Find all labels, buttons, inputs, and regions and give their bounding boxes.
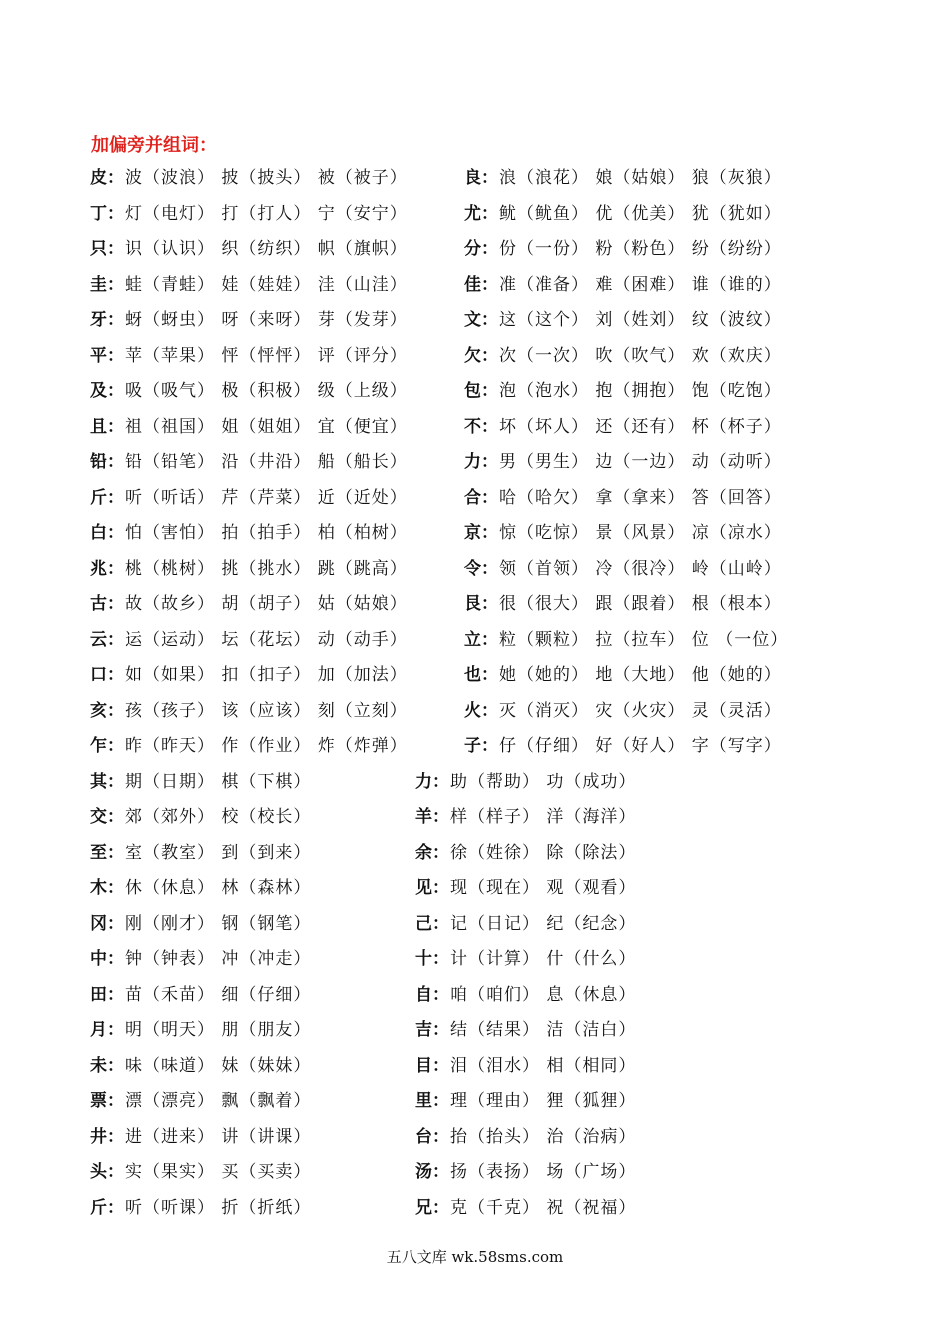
radical: 口 xyxy=(90,665,107,685)
radical: 欠 xyxy=(464,345,481,366)
radical: 圭 xyxy=(90,274,107,295)
radical: 及 xyxy=(90,381,107,401)
word-group: 室（教室） 到（到来） xyxy=(125,842,312,863)
word-group: 苗（禾苗） 细（仔细） xyxy=(125,984,312,1005)
list-row xyxy=(0,698,950,724)
list-row xyxy=(0,201,950,227)
colon-separator: ： xyxy=(107,345,124,366)
colon-separator: ： xyxy=(107,1126,124,1147)
word-group: 故（故乡） 胡（胡子） 姑（姑娘） xyxy=(125,594,408,614)
radical: 良 xyxy=(464,168,481,188)
list-item xyxy=(415,875,636,901)
radical: 己 xyxy=(415,913,432,934)
radical: 田 xyxy=(90,984,107,1005)
colon-separator: ： xyxy=(107,594,124,614)
radical: 汤 xyxy=(415,1162,432,1182)
radical: 中 xyxy=(90,949,107,969)
list-row xyxy=(0,1124,950,1150)
list-item xyxy=(464,698,782,724)
radical: 乍 xyxy=(90,736,107,756)
radical: 十 xyxy=(415,949,432,969)
colon-separator: ： xyxy=(107,381,124,401)
radical: 亥 xyxy=(90,700,107,721)
radical: 平 xyxy=(90,345,107,366)
radical: 余 xyxy=(415,842,432,863)
list-row xyxy=(0,662,950,688)
radical: 交 xyxy=(90,807,107,827)
colon-separator: ： xyxy=(481,381,498,401)
word-group: 助（帮助） 功（成功） xyxy=(450,771,637,792)
colon-separator: ： xyxy=(481,594,498,614)
list-item xyxy=(90,875,311,901)
word-group: 抬（抬头） 治（治病） xyxy=(450,1126,637,1147)
list-row xyxy=(0,733,950,759)
colon-separator: ： xyxy=(107,1091,124,1111)
list-item xyxy=(415,804,636,830)
list-item xyxy=(90,662,408,688)
list-row xyxy=(0,1088,950,1114)
radical: 头 xyxy=(90,1162,107,1182)
colon-separator: ： xyxy=(107,984,124,1005)
colon-separator: ： xyxy=(432,842,449,863)
word-group: 桃（桃树） 挑（挑水） 跳（跳高） xyxy=(125,558,408,579)
list-item xyxy=(464,165,782,191)
list-item xyxy=(464,556,782,582)
colon-separator: ： xyxy=(481,487,498,508)
list-row xyxy=(0,840,950,866)
word-group: 听（听课） 折（折纸） xyxy=(125,1197,312,1218)
list-item xyxy=(90,236,408,262)
radical: 只 xyxy=(90,239,107,259)
list-item xyxy=(90,804,311,830)
radical: 牙 xyxy=(90,310,107,330)
list-row xyxy=(0,591,950,617)
colon-separator: ： xyxy=(432,1055,449,1076)
list-item xyxy=(90,556,408,582)
list-item xyxy=(90,1053,311,1079)
word-group: 次（一次） 吹（吹气） 欢（欢庆） xyxy=(499,345,782,366)
list-item xyxy=(90,733,408,759)
colon-separator: ： xyxy=(107,274,124,295)
list-item xyxy=(415,840,636,866)
list-item xyxy=(90,911,311,937)
radical: 铅 xyxy=(90,452,107,472)
colon-separator: ： xyxy=(107,665,124,685)
word-group: 钟（钟表） 冲（冲走） xyxy=(125,949,312,969)
word-group: 铅（铅笔） 沿（井沿） 船（船长） xyxy=(125,452,408,472)
list-row xyxy=(0,1159,950,1185)
list-item xyxy=(90,627,408,653)
radical: 京 xyxy=(464,523,481,543)
radical: 也 xyxy=(464,665,481,685)
radical: 不 xyxy=(464,416,481,437)
word-group: 期（日期） 棋（下棋） xyxy=(125,771,312,792)
radical: 火 xyxy=(464,700,481,721)
list-item xyxy=(464,236,782,262)
radical: 台 xyxy=(415,1126,432,1147)
list-item xyxy=(90,982,311,1008)
radical: 合 xyxy=(464,487,481,508)
radical: 云 xyxy=(90,629,107,650)
list-item xyxy=(415,1088,636,1114)
colon-separator: ： xyxy=(107,736,124,756)
list-item xyxy=(415,982,636,1008)
colon-separator: ： xyxy=(107,416,124,437)
list-row xyxy=(0,414,950,440)
colon-separator: ： xyxy=(107,1197,124,1218)
word-group: 休（休息） 林（森林） xyxy=(125,878,312,898)
list-row xyxy=(0,1017,950,1043)
word-group: 克（千克） 祝（祝福） xyxy=(450,1197,637,1218)
word-group: 咱（咱们） 息（休息） xyxy=(450,984,637,1005)
word-group: 计（计算） 什（什么） xyxy=(450,949,637,969)
page-title: 加偏旁并组词： xyxy=(91,135,217,156)
list-row xyxy=(0,556,950,582)
word-group: 祖（祖国） 姐（姐姐） 宜（便宜） xyxy=(125,416,408,437)
radical: 力 xyxy=(464,452,481,472)
word-group: 粒（颗粒） 拉（拉车） 位 （一位） xyxy=(499,629,789,650)
radical: 力 xyxy=(415,771,432,792)
list-item xyxy=(90,272,408,298)
radical: 冈 xyxy=(90,913,107,934)
radical: 里 xyxy=(415,1091,432,1111)
radical: 白 xyxy=(90,523,107,543)
colon-separator: ： xyxy=(481,310,498,330)
radical: 自 xyxy=(415,984,432,1005)
list-row xyxy=(0,236,950,262)
list-row xyxy=(0,875,950,901)
word-group: 准（准备） 难（困难） 谁（谁的） xyxy=(499,274,782,295)
radical: 未 xyxy=(90,1055,107,1076)
list-item xyxy=(90,698,408,724)
colon-separator: ： xyxy=(481,203,498,224)
word-group: 灯（电灯） 打（打人） 宁（安宁） xyxy=(125,203,408,224)
list-item xyxy=(464,733,782,759)
colon-separator: ： xyxy=(432,878,449,898)
list-row xyxy=(0,449,950,475)
colon-separator: ： xyxy=(432,771,449,792)
list-item xyxy=(415,911,636,937)
colon-separator: ： xyxy=(432,984,449,1005)
list-item xyxy=(90,769,311,795)
word-group: 泡（泡水） 抱（拥抱） 饱（吃饱） xyxy=(499,381,782,401)
word-group: 浪（浪花） 娘（姑娘） 狼（灰狼） xyxy=(499,168,782,188)
colon-separator: ： xyxy=(432,1091,449,1111)
word-group: 份（一份） 粉（粉色） 纷（纷纷） xyxy=(499,239,782,259)
radical: 至 xyxy=(90,842,107,863)
radical: 吉 xyxy=(415,1020,432,1040)
word-group: 惊（吃惊） 景（风景） 凉（凉水） xyxy=(499,523,782,543)
word-group: 记（日记） 纪（纪念） xyxy=(450,913,637,934)
list-row xyxy=(0,627,950,653)
radical: 票 xyxy=(90,1091,107,1111)
list-row xyxy=(0,343,950,369)
list-item xyxy=(464,627,788,653)
radical: 丁 xyxy=(90,203,107,224)
list-row xyxy=(0,1053,950,1079)
list-item xyxy=(464,520,782,546)
list-item xyxy=(90,520,408,546)
word-group: 哈（哈欠） 拿（拿来） 答（回答） xyxy=(499,487,782,508)
colon-separator: ： xyxy=(481,558,498,579)
word-group: 徐（姓徐） 除（除法） xyxy=(450,842,637,863)
word-group: 这（这个） 刘（姓刘） 纹（波纹） xyxy=(499,310,782,330)
colon-separator: ： xyxy=(107,807,124,827)
list-item xyxy=(415,1053,636,1079)
list-item xyxy=(90,307,408,333)
word-group: 实（果实） 买（买卖） xyxy=(125,1162,312,1182)
colon-separator: ： xyxy=(432,949,449,969)
colon-separator: ： xyxy=(432,1126,449,1147)
radical: 文 xyxy=(464,310,481,330)
radical: 分 xyxy=(464,239,481,259)
colon-separator: ： xyxy=(107,878,124,898)
list-item xyxy=(90,449,408,475)
colon-separator: ： xyxy=(107,239,124,259)
radical: 佳 xyxy=(464,274,481,295)
colon-separator: ： xyxy=(107,842,124,863)
list-item xyxy=(464,485,782,511)
list-item xyxy=(415,946,636,972)
colon-separator: ： xyxy=(107,310,124,330)
word-group: 理（理由） 狸（狐狸） xyxy=(450,1091,637,1111)
list-item xyxy=(464,201,782,227)
list-item xyxy=(90,378,408,404)
list-item xyxy=(464,449,782,475)
list-item xyxy=(90,1124,311,1150)
colon-separator: ： xyxy=(107,168,124,188)
colon-separator: ： xyxy=(107,203,124,224)
colon-separator: ： xyxy=(432,1197,449,1218)
word-group: 郊（郊外） 校（校长） xyxy=(125,807,312,827)
radical: 艮 xyxy=(464,594,481,614)
list-row xyxy=(0,911,950,937)
colon-separator: ： xyxy=(432,1020,449,1040)
word-group: 漂（漂亮） 飘（飘着） xyxy=(125,1091,312,1111)
list-item xyxy=(90,1195,311,1221)
list-item xyxy=(415,769,636,795)
word-group: 样（样子） 洋（海洋） xyxy=(450,807,637,827)
list-item xyxy=(415,1195,636,1221)
list-item xyxy=(90,414,408,440)
list-item xyxy=(90,1017,311,1043)
list-item xyxy=(90,591,408,617)
colon-separator: ： xyxy=(481,239,498,259)
radical: 皮 xyxy=(90,168,107,188)
radical: 且 xyxy=(90,416,107,437)
radical: 兄 xyxy=(415,1197,432,1218)
colon-separator: ： xyxy=(107,487,124,508)
word-group: 吸（吸气） 极（积极） 级（上级） xyxy=(125,381,408,401)
radical: 尤 xyxy=(464,203,481,224)
colon-separator: ： xyxy=(107,1055,124,1076)
list-item xyxy=(90,201,408,227)
word-group: 识（认识） 织（纺织） 帜（旗帜） xyxy=(125,239,408,259)
colon-separator: ： xyxy=(481,665,498,685)
word-group: 领（首领） 冷（很冷） 岭（山岭） xyxy=(499,558,782,579)
list-item xyxy=(90,946,311,972)
list-row xyxy=(0,307,950,333)
colon-separator: ： xyxy=(432,913,449,934)
radical: 包 xyxy=(464,381,481,401)
colon-separator: ： xyxy=(107,1020,124,1040)
list-item xyxy=(464,662,782,688)
word-group: 味（味道） 妹（妹妹） xyxy=(125,1055,312,1076)
list-row xyxy=(0,272,950,298)
colon-separator: ： xyxy=(107,629,124,650)
word-group: 男（男生） 边（一边） 动（动听） xyxy=(499,452,782,472)
radical: 立 xyxy=(464,629,481,650)
word-group: 如（如果） 扣（扣子） 加（加法） xyxy=(125,665,408,685)
word-group: 波（波浪） 披（披头） 被（被子） xyxy=(125,168,408,188)
list-item xyxy=(90,485,408,511)
colon-separator: ： xyxy=(481,168,498,188)
word-group: 听（听话） 芹（芹菜） 近（近处） xyxy=(125,487,408,508)
list-item xyxy=(415,1017,636,1043)
radical: 子 xyxy=(464,736,481,756)
list-item xyxy=(415,1159,636,1185)
radical: 斤 xyxy=(90,487,107,508)
colon-separator: ： xyxy=(481,416,498,437)
list-item xyxy=(464,591,782,617)
radical: 令 xyxy=(464,558,481,579)
radical: 木 xyxy=(90,878,107,898)
colon-separator: ： xyxy=(481,274,498,295)
word-group: 她（她的） 地（大地） 他（她的） xyxy=(499,665,782,685)
list-row xyxy=(0,165,950,191)
list-item xyxy=(90,165,408,191)
colon-separator: ： xyxy=(481,345,498,366)
colon-separator: ： xyxy=(432,807,449,827)
colon-separator: ： xyxy=(481,736,498,756)
list-item xyxy=(415,1124,636,1150)
colon-separator: ： xyxy=(481,700,498,721)
colon-separator: ： xyxy=(107,949,124,969)
footer-watermark: 五八文库 wk.58sms.com xyxy=(386,1248,564,1266)
colon-separator: ： xyxy=(481,523,498,543)
colon-separator: ： xyxy=(107,771,124,792)
radical: 其 xyxy=(90,771,107,792)
list-item xyxy=(90,1088,311,1114)
radical: 目 xyxy=(415,1055,432,1076)
word-group: 蛙（青蛙） 娃（娃娃） 洼（山洼） xyxy=(125,274,408,295)
word-group: 孩（孩子） 该（应该） 刻（立刻） xyxy=(125,700,408,721)
list-row xyxy=(0,769,950,795)
list-item xyxy=(464,343,782,369)
list-item xyxy=(464,272,782,298)
colon-separator: ： xyxy=(432,1162,449,1182)
list-row xyxy=(0,982,950,1008)
word-group: 现（现在） 观（观看） xyxy=(450,878,637,898)
colon-separator: ： xyxy=(481,452,498,472)
colon-separator: ： xyxy=(107,523,124,543)
colon-separator: ： xyxy=(481,629,498,650)
colon-separator: ： xyxy=(107,1162,124,1182)
list-item xyxy=(464,414,782,440)
radical: 古 xyxy=(90,594,107,614)
radical: 见 xyxy=(415,878,432,898)
list-row xyxy=(0,485,950,511)
list-item xyxy=(90,840,311,866)
word-group: 结（结果） 洁（洁白） xyxy=(450,1020,637,1040)
word-group: 坏（坏人） 还（还有） 杯（杯子） xyxy=(499,416,782,437)
word-group: 灭（消灭） 灾（火灾） 灵（灵活） xyxy=(499,700,782,721)
word-group: 刚（刚才） 钢（钢笔） xyxy=(125,913,312,934)
list-row xyxy=(0,946,950,972)
list-row xyxy=(0,378,950,404)
word-group: 运（运动） 坛（花坛） 动（动手） xyxy=(125,629,408,650)
list-item xyxy=(90,343,408,369)
word-group: 怕（害怕） 拍（拍手） 柏（柏树） xyxy=(125,523,408,543)
colon-separator: ： xyxy=(107,913,124,934)
list-item xyxy=(464,307,782,333)
word-group: 苹（苹果） 怦（怦怦） 评（评分） xyxy=(125,345,408,366)
list-item xyxy=(464,378,782,404)
list-item xyxy=(90,1159,311,1185)
word-group: 进（进来） 讲（讲课） xyxy=(125,1126,312,1147)
colon-separator: ： xyxy=(107,452,124,472)
radical: 兆 xyxy=(90,558,107,579)
word-group: 很（很大） 跟（跟着） 根（根本） xyxy=(499,594,782,614)
colon-separator: ： xyxy=(107,700,124,721)
radical: 月 xyxy=(90,1020,107,1040)
list-row xyxy=(0,1195,950,1221)
radical: 井 xyxy=(90,1126,107,1147)
word-group: 明（明天） 朋（朋友） xyxy=(125,1020,312,1040)
radical: 斤 xyxy=(90,1197,107,1218)
word-group: 昨（昨天） 作（作业） 炸（炸弹） xyxy=(125,736,408,756)
word-group: 泪（泪水） 相（相同） xyxy=(450,1055,637,1076)
word-group: 扬（表扬） 场（广场） xyxy=(450,1162,637,1182)
word-group: 蚜（蚜虫） 呀（来呀） 芽（发芽） xyxy=(125,310,408,330)
list-row xyxy=(0,520,950,546)
colon-separator: ： xyxy=(107,558,124,579)
list-row xyxy=(0,804,950,830)
radical: 羊 xyxy=(415,807,432,827)
word-group: 鱿（鱿鱼） 优（优美） 犹（犹如） xyxy=(499,203,782,224)
word-group: 仔（仔细） 好（好人） 字（写字） xyxy=(499,736,782,756)
